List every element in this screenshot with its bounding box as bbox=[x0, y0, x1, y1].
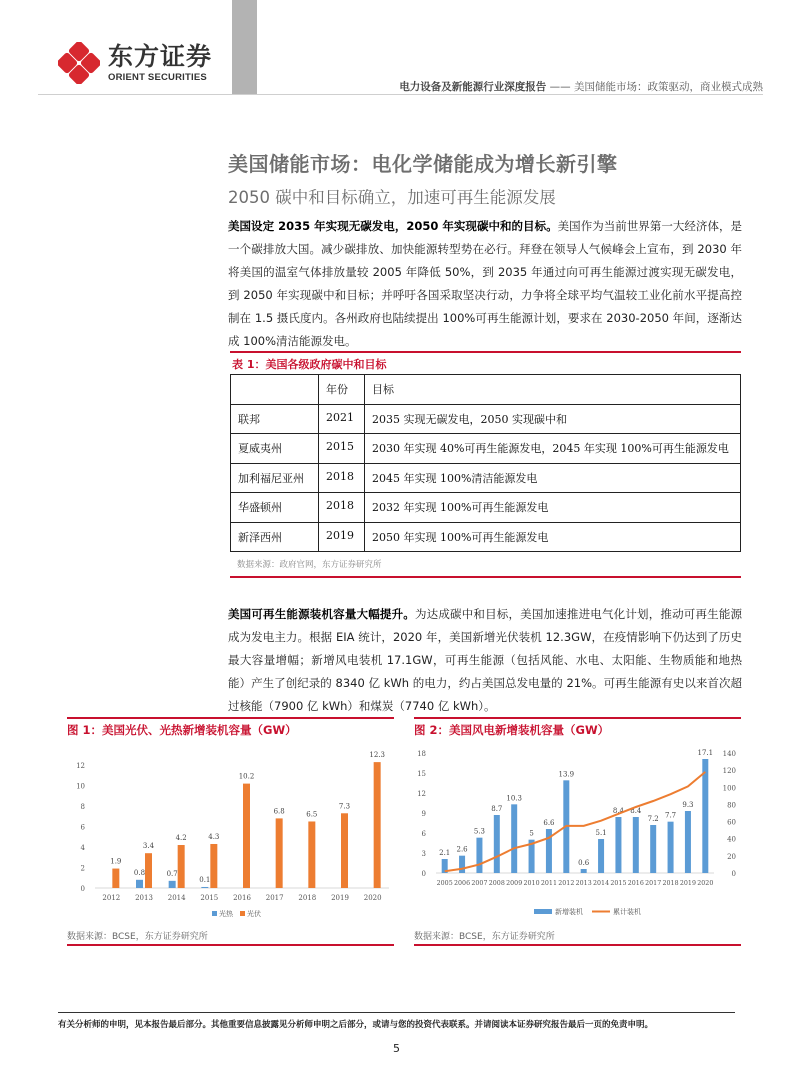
bar-光伏 bbox=[178, 845, 185, 888]
carbon-goals-table bbox=[230, 374, 741, 552]
data-label: 7.7 bbox=[664, 811, 677, 820]
x-tick-label: 2019 bbox=[679, 880, 696, 887]
bar-光伏 bbox=[112, 869, 119, 888]
table-title: 表 1：美国各级政府碳中和目标 bbox=[232, 358, 387, 371]
data-label: 0.7 bbox=[166, 869, 178, 878]
y-left-tick-label: 0 bbox=[421, 870, 426, 878]
legend-label: 光热 bbox=[219, 910, 233, 918]
data-label: 0.8 bbox=[133, 868, 146, 877]
x-tick-label: 2014 bbox=[593, 880, 610, 887]
data-label: 5.1 bbox=[595, 829, 607, 837]
table-header-row bbox=[231, 375, 741, 405]
bar-new-install bbox=[633, 817, 639, 873]
x-tick-label: 2005 bbox=[436, 880, 453, 887]
bar-光伏 bbox=[243, 784, 250, 888]
data-label: 6.8 bbox=[273, 807, 285, 816]
paragraph-renewables bbox=[228, 603, 742, 718]
bar-光伏 bbox=[210, 844, 217, 888]
y-left-tick-label: 12 bbox=[417, 790, 426, 798]
paragraph-carbon-goals bbox=[228, 215, 742, 353]
line-cumulative bbox=[445, 772, 706, 871]
data-label: 4.2 bbox=[175, 834, 187, 843]
x-tick-label: 2015 bbox=[200, 894, 219, 902]
x-tick-label: 2016 bbox=[233, 894, 251, 902]
section-heading: 美国储能市场：电化学储能成为增长新引擎 bbox=[228, 152, 618, 176]
figure-source: 数据来源：BCSE，东方证券研究所 bbox=[414, 932, 555, 942]
table-row bbox=[231, 463, 741, 493]
data-label: 2.1 bbox=[439, 849, 451, 857]
y-right-tick-label: 100 bbox=[722, 784, 736, 793]
footer-divider bbox=[58, 1012, 735, 1013]
y-tick-label: 0 bbox=[80, 885, 85, 893]
y-right-tick-label: 80 bbox=[727, 801, 736, 810]
data-label: 9.3 bbox=[682, 801, 694, 809]
table-cell-year: 2021 bbox=[319, 404, 365, 434]
x-tick-label: 2017 bbox=[645, 880, 662, 887]
paragraph-lead: 美国设定 2035 年实现无碳发电，2050 年实现碳中和的目标。 bbox=[228, 219, 558, 233]
header-separator: —— bbox=[549, 81, 571, 93]
data-label: 10.2 bbox=[238, 772, 255, 781]
data-label: 8.4 bbox=[630, 807, 642, 815]
bar-new-install bbox=[476, 838, 482, 873]
table-cell-goal: 2030 年实现 40%可再生能源发电，2045 年实现 100%可再生能源发电 bbox=[365, 434, 741, 464]
report-header-title bbox=[399, 79, 763, 94]
data-label: 0.1 bbox=[199, 875, 211, 884]
figure-source: 数据来源：BCSE，东方证券研究所 bbox=[67, 932, 208, 942]
bar-new-install bbox=[581, 869, 587, 873]
y-left-tick-label: 3 bbox=[421, 850, 426, 858]
y-right-tick-label: 140 bbox=[722, 750, 736, 758]
x-tick-label: 2007 bbox=[471, 880, 488, 887]
y-left-tick-label: 15 bbox=[417, 770, 426, 778]
table-header-cell: 目标 bbox=[365, 375, 741, 405]
y-right-tick-label: 120 bbox=[722, 767, 736, 776]
table-cell-region: 新泽西州 bbox=[231, 522, 319, 552]
bar-光伏 bbox=[374, 762, 381, 888]
report-title: 美国储能市场：政策驱动，商业模式成熟 bbox=[574, 81, 763, 93]
legend-label: 累计装机 bbox=[613, 908, 641, 916]
figure-top-rule bbox=[67, 717, 394, 719]
y-tick-label: 12 bbox=[76, 762, 85, 771]
y-left-tick-label: 6 bbox=[421, 830, 426, 838]
brand-name-en: ORIENT SECURITIES bbox=[108, 72, 207, 83]
bar-new-install bbox=[511, 804, 517, 873]
x-tick-label: 2012 bbox=[558, 880, 575, 887]
bar-new-install bbox=[459, 856, 465, 873]
y-right-tick-label: 40 bbox=[727, 835, 736, 844]
x-tick-label: 2009 bbox=[506, 880, 523, 887]
solar-bar-chart bbox=[67, 745, 394, 925]
bar-new-install bbox=[668, 822, 674, 873]
table-cell-year: 2015 bbox=[319, 434, 365, 464]
y-tick-label: 4 bbox=[80, 844, 85, 853]
x-tick-label: 2006 bbox=[454, 880, 471, 887]
y-right-tick-label: 20 bbox=[727, 852, 736, 861]
data-label: 3.4 bbox=[142, 842, 155, 851]
data-label: 5 bbox=[529, 829, 534, 838]
bar-光伏 bbox=[276, 818, 283, 888]
brand-logo bbox=[58, 42, 212, 84]
paragraph-body: 美国作为当前世界第一大经济体，是一个碳排放大国。减少碳排放、加快能源转型势在必行。拜登在领导人气候峰会上宣布，到 2030 年将美国的温室气体排放量较 2005 年降低 50%，到 2035 年通过向可再生能源过渡实现无碳发电，到 2050 年实现碳中和目标；并呼吁各国采取坚决行动，力争将全球平均气温较工业化前水平提高控制在 1.5 摄氏度内。各州政府也陆续提出 100%可再生能源计划，要求在 2030-2050 年间，逐渐达成 100%清洁能源发电。 bbox=[228, 219, 743, 348]
bar-new-install bbox=[702, 759, 708, 873]
legend-swatch bbox=[534, 909, 552, 914]
brand-name-cn: 东方证券 bbox=[108, 42, 213, 71]
table-top-rule bbox=[230, 351, 741, 353]
header-gray-bar bbox=[232, 0, 257, 95]
bar-光热 bbox=[136, 880, 143, 888]
figure-top-rule bbox=[414, 717, 741, 719]
logo-mark-icon bbox=[58, 42, 100, 84]
data-label: 5.3 bbox=[473, 827, 486, 836]
figure-title: 图 2：美国风电新增装机容量（GW） bbox=[414, 723, 610, 737]
data-label: 0.6 bbox=[578, 859, 590, 867]
x-tick-label: 2008 bbox=[488, 880, 505, 887]
bar-new-install bbox=[650, 825, 656, 873]
bar-new-install bbox=[615, 817, 621, 873]
data-label: 2.6 bbox=[456, 845, 468, 854]
data-label: 1.9 bbox=[110, 857, 122, 866]
table-cell-goal: 2035 实现无碳发电，2050 实现碳中和 bbox=[365, 404, 741, 434]
y-left-tick-label: 9 bbox=[421, 810, 426, 818]
legend-label: 光伏 bbox=[247, 910, 261, 918]
bar-光伏 bbox=[341, 813, 348, 888]
bar-光热 bbox=[201, 887, 208, 888]
data-label: 4.3 bbox=[208, 832, 220, 841]
table-cell-region: 夏威夷州 bbox=[231, 434, 319, 464]
y-tick-label: 6 bbox=[80, 823, 85, 832]
paragraph-lead: 美国可再生能源装机容量大幅提升。 bbox=[228, 607, 415, 621]
table-row bbox=[231, 522, 741, 552]
data-label: 8.7 bbox=[491, 805, 503, 813]
bar-new-install bbox=[494, 815, 500, 873]
x-tick-label: 2016 bbox=[627, 880, 644, 887]
data-label: 7.2 bbox=[647, 815, 659, 823]
data-label: 7.3 bbox=[338, 802, 351, 811]
table-cell-goal: 2032 年实现 100%可再生能源发电 bbox=[365, 493, 741, 523]
bar-光伏 bbox=[145, 853, 152, 888]
legend-swatch bbox=[212, 911, 217, 916]
wind-combo-chart bbox=[414, 745, 741, 925]
report-category: 电力设备及新能源行业深度报告 bbox=[399, 81, 547, 93]
y-tick-label: 10 bbox=[76, 782, 85, 791]
x-tick-label: 2014 bbox=[167, 894, 186, 902]
table-header-cell: 年份 bbox=[319, 375, 365, 405]
data-label: 12.3 bbox=[369, 751, 385, 760]
table-cell-year: 2018 bbox=[319, 463, 365, 493]
y-tick-label: 8 bbox=[80, 803, 85, 812]
x-tick-label: 2010 bbox=[523, 880, 540, 887]
table-row bbox=[231, 434, 741, 464]
table-cell-year: 2018 bbox=[319, 493, 365, 523]
y-left-tick-label: 18 bbox=[417, 750, 426, 758]
data-label: 8.4 bbox=[612, 807, 625, 815]
table-cell-region: 加利福尼亚州 bbox=[231, 463, 319, 493]
x-tick-label: 2013 bbox=[135, 894, 153, 902]
bar-new-install bbox=[598, 839, 604, 873]
data-label: 13.9 bbox=[558, 770, 575, 779]
figure-bottom-rule bbox=[67, 944, 394, 946]
table-cell-goal: 2050 年实现 100%可再生能源发电 bbox=[365, 522, 741, 552]
figure-bottom-rule bbox=[414, 944, 741, 946]
data-label: 17.1 bbox=[697, 749, 714, 757]
data-label: 6.6 bbox=[543, 819, 555, 827]
table-cell-region: 华盛顿州 bbox=[231, 493, 319, 523]
x-tick-label: 2013 bbox=[575, 880, 592, 887]
figure-title: 图 1：美国光伏、光热新增装机容量（GW） bbox=[67, 723, 297, 737]
y-right-tick-label: 0 bbox=[731, 870, 736, 878]
legend-swatch bbox=[240, 911, 245, 916]
table-source: 数据来源：政府官网，东方证券研究所 bbox=[237, 560, 382, 570]
y-right-tick-label: 60 bbox=[727, 818, 736, 827]
x-tick-label: 2012 bbox=[102, 894, 121, 902]
x-tick-label: 2018 bbox=[662, 880, 679, 887]
x-tick-label: 2011 bbox=[540, 880, 557, 887]
table-header-cell bbox=[231, 375, 319, 405]
table-bottom-rule bbox=[230, 576, 741, 578]
x-tick-label: 2018 bbox=[298, 894, 317, 902]
section-subheading: 2050 碳中和目标确立，加速可再生能源发展 bbox=[228, 188, 556, 207]
x-tick-label: 2020 bbox=[363, 894, 382, 902]
table-row bbox=[231, 493, 741, 523]
footer-disclaimer: 有关分析师的申明，见本报告最后部分。其他重要信息披露见分析师申明之后部分，或请与您的投资代表联系。并请阅读本证券研究报告最后一页的免责申明。 bbox=[58, 1020, 654, 1030]
paragraph-body: 为达成碳中和目标，美国加速推进电气化计划，推动可再生能源成为发电主力。根据 EIA 统计，2020 年，美国新增光伏装机 12.3GW，在疫情影响下仍达到了历史最大容量增幅；新增风电装机 17.1GW，可再生能源（包括风能、水电、太阳能、生物质能和地热能）产生了创纪录的 8340 亿 kWh 的电力，约占美国总发电量的 21%。可再生能源有史以来首次超过核能（7900 亿 kWh）和煤炭（7740 亿 kWh）。 bbox=[228, 607, 743, 713]
header-divider bbox=[38, 94, 763, 95]
page-number: 5 bbox=[393, 1042, 400, 1055]
bar-new-install bbox=[685, 811, 691, 873]
data-label: 6.5 bbox=[306, 810, 318, 819]
legend-label: 新增装机 bbox=[555, 908, 583, 916]
table-row bbox=[231, 404, 741, 434]
bar-光热 bbox=[169, 881, 176, 888]
table-cell-goal: 2045 年实现 100%清洁能源发电 bbox=[365, 463, 741, 493]
x-tick-label: 2015 bbox=[610, 880, 627, 887]
x-tick-label: 2017 bbox=[265, 894, 284, 902]
data-label: 10.3 bbox=[506, 794, 522, 803]
bar-光伏 bbox=[308, 821, 315, 888]
table-cell-region: 联邦 bbox=[231, 404, 319, 434]
y-tick-label: 2 bbox=[80, 864, 85, 873]
table-cell-year: 2019 bbox=[319, 522, 365, 552]
x-tick-label: 2019 bbox=[331, 894, 349, 902]
x-tick-label: 2020 bbox=[697, 880, 714, 887]
